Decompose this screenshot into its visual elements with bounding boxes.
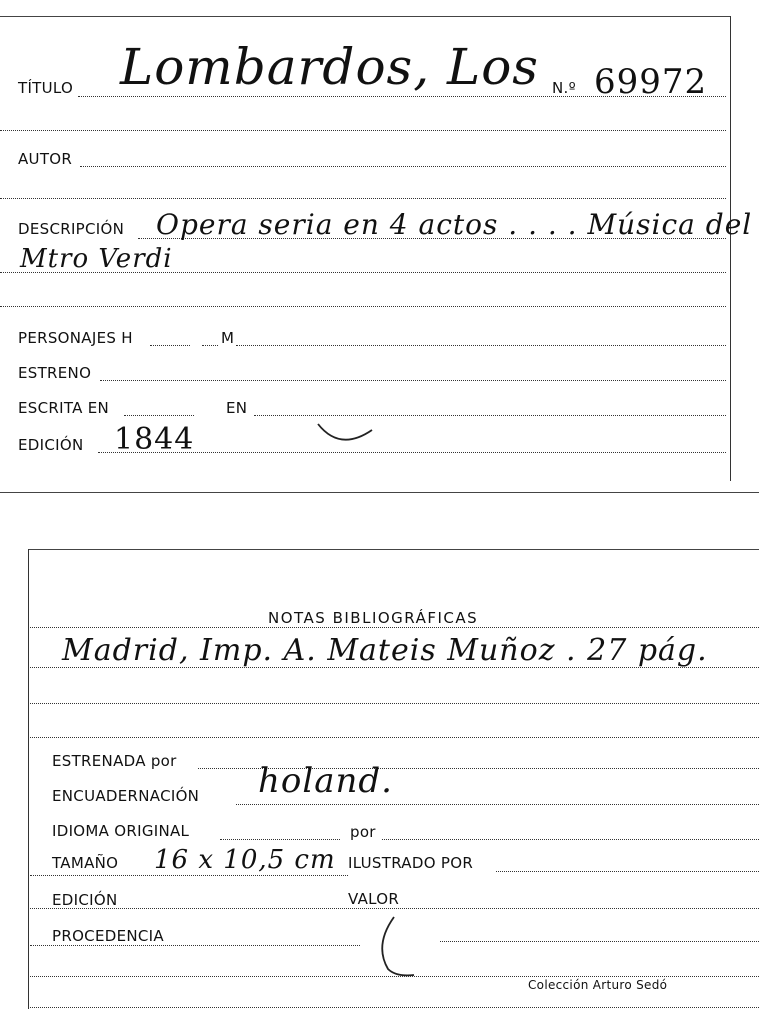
personajes-h-line xyxy=(150,345,190,346)
card-separator xyxy=(0,492,759,493)
edicion-label-bottom: EDICIÓN xyxy=(52,891,118,909)
numero-label: N.º xyxy=(552,79,576,97)
procedencia-line-a xyxy=(30,945,360,946)
tamano-value: 16 x 10,5 cm xyxy=(154,845,336,875)
estreno-label: ESTRENO xyxy=(18,364,92,382)
estrenada-label: ESTRENADA por xyxy=(52,752,177,770)
descripcion-value-line2: Mtro Verdi xyxy=(20,244,173,274)
notas-line-2 xyxy=(30,703,759,704)
bottom-card-left-border xyxy=(28,549,29,1009)
tamano-line xyxy=(30,875,348,876)
edicion-line-bottom xyxy=(30,908,759,909)
por-label: por xyxy=(350,823,376,841)
numero-value: 69972 xyxy=(594,62,708,102)
top-card-top-border xyxy=(0,16,730,17)
edicion-value: 1844 xyxy=(114,422,195,457)
encuadernacion-label: ENCUADERNACIÓN xyxy=(52,787,200,805)
pencil-mark xyxy=(310,420,380,450)
personajes-m-line xyxy=(236,345,726,346)
ilustrado-line xyxy=(496,871,759,872)
encuadernacion-value: holand. xyxy=(258,761,393,801)
rule-4 xyxy=(0,306,726,307)
descripcion-label: DESCRIPCIÓN xyxy=(18,220,125,238)
por-line xyxy=(382,839,759,840)
bottom-card-top-border xyxy=(28,549,759,550)
autor-line xyxy=(80,166,726,167)
valor-label: VALOR xyxy=(348,890,400,908)
encuadernacion-line xyxy=(236,804,759,805)
notas-line-1 xyxy=(30,667,759,668)
edicion-line xyxy=(98,452,726,453)
personajes-label: PERSONAJES H xyxy=(18,329,133,347)
autor-label: AUTOR xyxy=(18,150,73,168)
ilustrado-label: ILUSTRADO POR xyxy=(348,854,474,872)
rule-2 xyxy=(0,198,726,199)
titulo-value: Lombardos, Los xyxy=(120,38,539,96)
escrita-en-line xyxy=(124,415,194,416)
notas-value: Madrid, Imp. A. Mateis Muñoz . 27 pág. xyxy=(62,633,708,668)
procedencia-line-b xyxy=(440,941,759,942)
estreno-line xyxy=(100,380,726,381)
notas-heading: NOTAS BIBLIOGRÁFICAS xyxy=(268,609,479,627)
personajes-m-pre xyxy=(202,345,218,346)
edicion-label: EDICIÓN xyxy=(18,436,84,454)
pencil-bracket-mark xyxy=(372,913,422,979)
idioma-line xyxy=(220,839,340,840)
titulo-label: TÍTULO xyxy=(18,79,74,97)
top-card-right-border xyxy=(730,16,731,481)
top-card xyxy=(0,0,759,495)
en-line xyxy=(254,415,726,416)
heading-line xyxy=(30,627,759,628)
bottom-card xyxy=(0,495,759,1028)
escrita-en-label: ESCRITA EN xyxy=(18,399,110,417)
procedencia-label: PROCEDENCIA xyxy=(52,927,164,945)
coleccion-stamp: Colección Arturo Sedó xyxy=(528,978,668,992)
tamano-label: TAMAÑO xyxy=(52,854,119,872)
notas-line-3 xyxy=(30,737,759,738)
rule-1 xyxy=(0,130,726,131)
descripcion-value-line1: Opera seria en 4 actos . . . . Música del xyxy=(156,208,753,241)
en-label: EN xyxy=(226,399,248,417)
rule-3 xyxy=(0,272,726,273)
bottom-line xyxy=(30,1007,759,1008)
idioma-label: IDIOMA ORIGINAL xyxy=(52,822,190,840)
personajes-m-label: M xyxy=(221,329,235,347)
